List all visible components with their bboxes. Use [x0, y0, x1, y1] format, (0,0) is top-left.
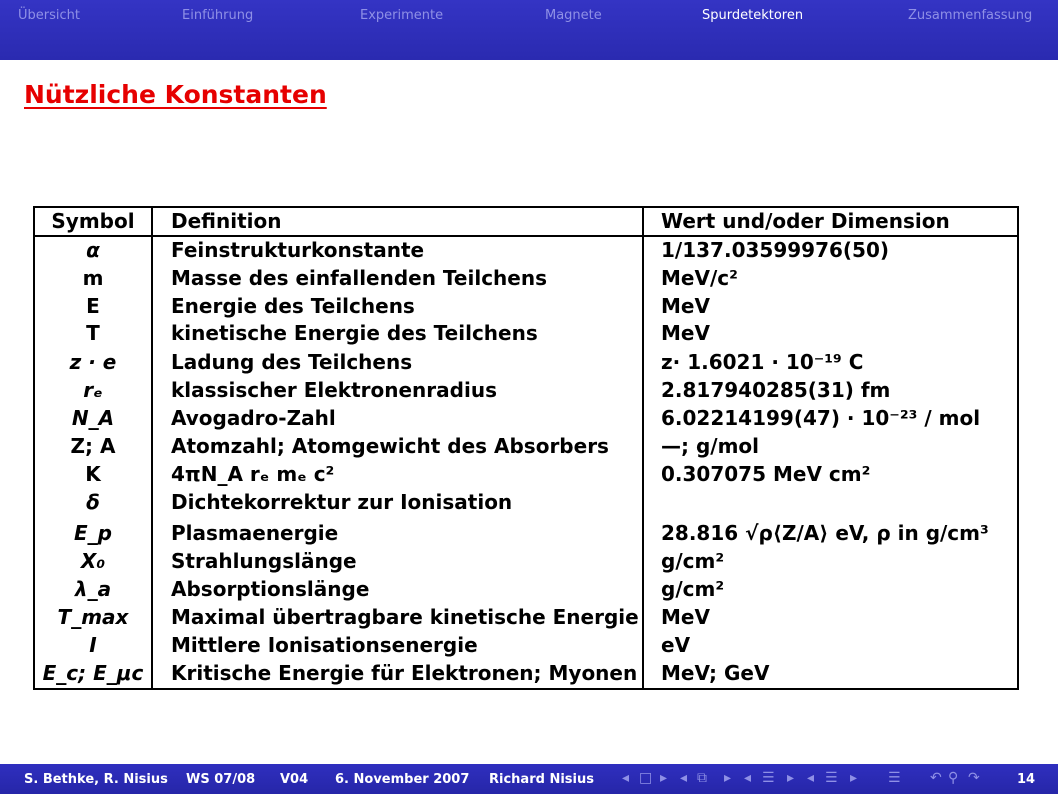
- table-row: [35, 348, 1017, 376]
- subsection-icon[interactable]: ⧉: [697, 770, 707, 786]
- prev-arrow-icon[interactable]: ◂: [680, 770, 688, 786]
- table-row: [35, 319, 1017, 347]
- value-cell: MeV: [661, 294, 710, 318]
- prev-arrow-icon[interactable]: ◂: [807, 770, 815, 786]
- definition-cell: Avogadro-Zahl: [171, 406, 336, 430]
- definition-cell: Strahlungslänge: [171, 549, 357, 573]
- symbol-cell: I: [89, 633, 97, 657]
- table-row: [35, 519, 1017, 547]
- table-row: [35, 575, 1017, 603]
- table-row: [35, 488, 1017, 516]
- symbol-cell: rₑ: [83, 378, 103, 402]
- definition-cell: Mittlere Ionisationsenergie: [171, 633, 478, 657]
- nav-item-zusammenfassung[interactable]: Zusammenfassung: [908, 8, 1033, 23]
- definition-cell: Dichtekorrektur zur Ionisation: [171, 490, 513, 514]
- align-icon[interactable]: ☰: [888, 770, 901, 786]
- value-cell: z· 1.6021 · 10⁻¹⁹ C: [661, 350, 864, 374]
- symbol-cell: T_max: [57, 605, 129, 629]
- section-icon[interactable]: ☰: [762, 770, 775, 786]
- table-row: [35, 264, 1017, 292]
- header-definition: Definition: [171, 209, 282, 233]
- definition-cell: Ladung des Teilchens: [171, 350, 413, 374]
- table-row: [35, 603, 1017, 631]
- value-cell: 6.02214199(47) · 10⁻²³ / mol: [661, 406, 981, 430]
- value-cell: MeV; GeV: [661, 661, 770, 685]
- table-row: [35, 432, 1017, 460]
- symbol-cell: E_c; E_μc: [42, 661, 144, 685]
- nav-item-spurdetektoren[interactable]: Spurdetektoren: [702, 8, 804, 23]
- table-row: [35, 236, 1017, 264]
- header-value: Wert und/oder Dimension: [661, 209, 950, 233]
- definition-cell: Energie des Teilchens: [171, 294, 415, 318]
- nav-item-experimente[interactable]: Experimente: [360, 8, 444, 23]
- frame-icon[interactable]: □: [639, 770, 653, 786]
- symbol-cell: E: [86, 294, 100, 318]
- prev-arrow-icon[interactable]: ◂: [744, 770, 752, 786]
- definition-cell: Maximal übertragbare kinetische Energie: [171, 605, 639, 629]
- symbol-cell: Z; A: [70, 434, 116, 458]
- footer-date: 6. November 2007: [335, 772, 470, 787]
- definition-cell: Absorptionslänge: [171, 577, 370, 601]
- symbol-cell: K: [85, 462, 101, 486]
- table-row: [35, 659, 1017, 687]
- value-cell: MeV/c²: [661, 266, 738, 290]
- value-cell: —; g/mol: [661, 434, 760, 458]
- definition-cell: 4πN_A rₑ mₑ c²: [171, 462, 335, 486]
- symbol-cell: X₀: [80, 549, 106, 573]
- symbol-cell: E_p: [74, 521, 112, 545]
- header-symbol: Symbol: [51, 209, 135, 233]
- table-header-row: [35, 207, 1017, 235]
- nav-item-einfuehrung[interactable]: Einführung: [182, 8, 254, 23]
- definition-cell: Plasmaenergie: [171, 521, 339, 545]
- table-row: [35, 292, 1017, 320]
- table-row: [35, 376, 1017, 404]
- value-cell: 0.307075 MeV cm²: [661, 462, 871, 486]
- definition-cell: klassischer Elektronenradius: [171, 378, 497, 402]
- footer-speaker: Richard Nisius: [489, 772, 594, 787]
- top-navigation-bar: [0, 0, 1058, 60]
- symbol-cell: N_A: [71, 406, 115, 430]
- search-icon[interactable]: ⚲: [948, 770, 959, 786]
- prev-arrow-icon[interactable]: ◂: [622, 770, 630, 786]
- next-arrow-icon[interactable]: ▸: [660, 770, 668, 786]
- definition-cell: kinetische Energie des Teilchens: [171, 321, 538, 345]
- definition-cell: Atomzahl; Atomgewicht des Absorbers: [171, 434, 609, 458]
- presentation-icon[interactable]: ☰: [825, 770, 838, 786]
- value-cell: g/cm²: [661, 549, 725, 573]
- value-cell: eV: [661, 633, 691, 657]
- value-cell: g/cm²: [661, 577, 725, 601]
- symbol-cell: δ: [86, 490, 100, 514]
- footer-lecture: V04: [280, 772, 309, 787]
- next-arrow-icon[interactable]: ▸: [787, 770, 795, 786]
- value-cell: 2.817940285(31) fm: [661, 378, 891, 402]
- value-cell: 28.816 √ρ⟨Z/A⟩ eV, ρ in g/cm³: [661, 521, 989, 545]
- forward-icon[interactable]: ↷: [968, 770, 980, 786]
- symbol-cell: z · e: [69, 350, 117, 374]
- symbol-cell: α: [86, 238, 100, 262]
- definition-cell: Feinstrukturkonstante: [171, 238, 425, 262]
- table-row: [35, 631, 1017, 659]
- value-cell: MeV: [661, 321, 710, 345]
- value-cell: 1/137.03599976(50): [661, 238, 890, 262]
- footer-bar: [0, 764, 1058, 794]
- definition-cell: Kritische Energie für Elektronen; Myonen: [171, 661, 638, 685]
- nav-item-magnete[interactable]: Magnete: [545, 8, 602, 23]
- nav-item-uebersicht[interactable]: Übersicht: [18, 8, 80, 23]
- symbol-cell: λ_a: [74, 577, 112, 601]
- table-row: [35, 460, 1017, 488]
- definition-cell: Masse des einfallenden Teilchens: [171, 266, 547, 290]
- constants-table: [33, 206, 1019, 690]
- back-icon[interactable]: ↶: [930, 770, 942, 786]
- slide-title: Nützliche Konstanten: [24, 80, 327, 109]
- page-number: 14: [1017, 772, 1036, 787]
- footer-semester: WS 07/08: [186, 772, 256, 787]
- table-row: [35, 404, 1017, 432]
- table-row: [35, 547, 1017, 575]
- symbol-cell: T: [86, 321, 100, 345]
- symbol-cell: m: [82, 266, 104, 290]
- value-cell: MeV: [661, 605, 710, 629]
- next-arrow-icon[interactable]: ▸: [724, 770, 732, 786]
- footer-authors: S. Bethke, R. Nisius: [24, 772, 168, 787]
- next-arrow-icon[interactable]: ▸: [850, 770, 858, 786]
